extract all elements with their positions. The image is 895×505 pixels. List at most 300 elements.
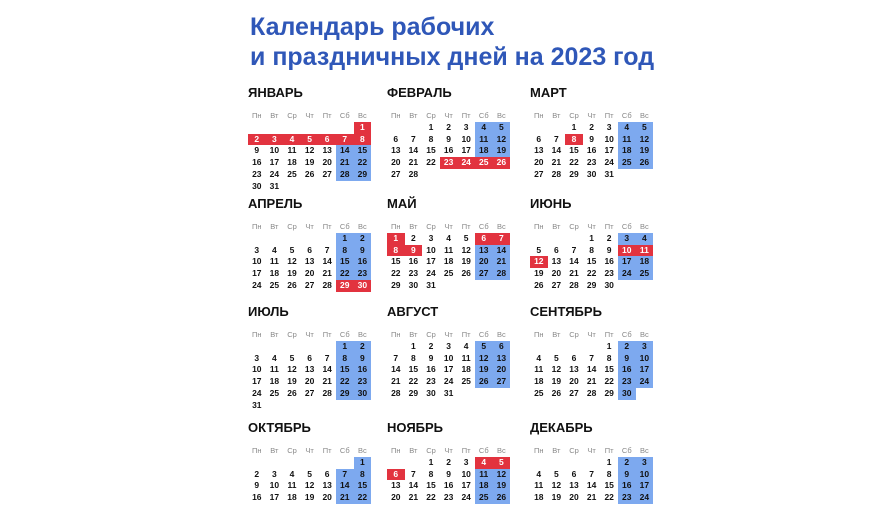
day-cell: 9 [405,245,423,257]
day-cell: 10 [604,133,614,144]
day-cell: 23 [252,168,262,179]
day-cell: 16 [443,145,454,156]
day-cell: 10 [618,245,636,257]
day-cell: 16 [443,480,454,491]
day-cell: 22 [354,157,372,169]
day-cell: 6 [493,341,511,353]
weekday-header: Вт [270,111,279,120]
day-cell: 2 [606,232,612,243]
day-cell: 13 [569,480,579,491]
day-cell: 16 [408,256,419,267]
day-cell: 11 [618,134,636,146]
day-cell: 4 [446,232,451,243]
day-cell: 18 [534,492,544,502]
day-cell: 1 [606,456,612,467]
day-cell: 16 [354,256,372,268]
month-name: ДЕКАБРЬ [530,420,593,435]
empty-day [336,122,354,134]
day-cell: 2 [618,341,636,353]
weekday-header: Ср [569,446,579,455]
day-cell: 6 [324,468,330,479]
empty-day [583,457,601,469]
month-name: ОКТЯБРЬ [248,420,311,435]
month-grid [248,445,378,504]
day-cell: 27 [304,279,315,290]
day-cell: 4 [463,340,469,351]
day-cell: 22 [586,268,597,278]
empty-day [457,169,475,181]
day-cell: 10 [636,469,654,481]
weekday-header: Вс [639,111,649,120]
day-cell: 14 [322,364,332,375]
day-cell: 10 [636,353,654,365]
day-cell: 30 [426,387,436,398]
weekday-header: Вс [496,111,506,120]
day-cell: 16 [586,145,597,156]
day-cell: 26 [493,157,511,169]
weekday-header: Ср [426,222,436,231]
day-cell: 14 [586,480,597,491]
day-cell: 25 [443,268,454,278]
month-grid [248,110,378,192]
day-cell: 27 [322,168,332,179]
day-cell: 23 [586,157,597,167]
day-cell: 1 [411,340,416,351]
day-cell: 17 [461,145,471,156]
day-cell: 24 [252,279,262,290]
day-cell: 7 [324,244,330,255]
empty-day [336,400,354,412]
month-name: СЕНТЯБРЬ [530,304,602,319]
day-cell: 18 [618,145,636,157]
day-cell: 20 [304,268,315,278]
month-november [387,419,517,504]
weekday-header: Сб [478,111,489,120]
day-cell: 3 [446,340,451,351]
day-cell: 13 [493,353,511,365]
day-cell: 5 [289,352,295,363]
empty-day [618,169,636,181]
day-cell: 25 [461,376,471,386]
day-cell: 14 [322,256,332,267]
day-cell: 17 [461,480,471,491]
weekday-header: Сб [621,111,632,120]
day-cell: 11 [287,480,297,491]
day-cell: 17 [443,364,454,375]
day-cell: 9 [446,468,451,479]
day-cell: 1 [589,232,594,243]
weekday-header: Чт [587,330,596,339]
weekday-header: Пн [534,446,544,455]
day-cell: 3 [618,233,636,245]
weekday-header: Вс [357,330,367,339]
day-cell: 10 [461,468,471,479]
month-grid [387,445,517,504]
day-cell: 18 [475,145,493,157]
weekday-header: Вт [270,330,279,339]
day-cell: 8 [589,244,594,255]
weekday-header: Пн [534,111,544,120]
day-cell: 26 [475,376,493,388]
weekday-header: Пн [391,111,401,120]
empty-day [387,457,405,469]
day-cell: 18 [461,364,471,375]
day-cell: 21 [322,268,332,278]
day-cell: 4 [536,352,542,363]
day-cell: 14 [493,245,511,257]
weekday-header: Пт [461,446,471,455]
month-grid [530,110,660,181]
day-cell: 31 [604,168,614,179]
empty-day [493,280,511,292]
day-cell: 4 [272,244,277,255]
day-cell: 20 [322,492,332,502]
day-cell: 6 [554,244,559,255]
day-cell: 27 [534,168,544,179]
empty-day [354,400,372,412]
day-cell: 26 [304,168,315,179]
day-cell: 6 [393,133,399,144]
day-cell: 20 [551,268,562,278]
month-grid [387,329,517,400]
day-cell: 19 [475,364,493,376]
day-cell: 25 [475,157,493,169]
empty-day [318,233,336,245]
day-cell: 16 [252,492,262,502]
weekday-header: Чт [444,111,453,120]
day-cell: 24 [618,268,636,280]
day-cell: 9 [428,352,434,363]
day-cell: 5 [554,468,559,479]
day-cell: 29 [604,387,614,398]
weekday-header: Ср [426,111,436,120]
day-cell: 20 [534,157,544,167]
day-cell: 17 [269,492,280,502]
empty-day [248,457,266,469]
day-cell: 11 [636,245,654,257]
empty-day [548,233,566,245]
day-cell: 12 [493,134,511,146]
empty-day [266,341,284,353]
day-cell: 1 [606,340,612,351]
day-cell: 28 [391,387,401,398]
empty-day [405,457,423,469]
empty-day [266,400,284,412]
day-cell: 12 [551,480,562,491]
day-cell: 10 [252,364,262,375]
empty-day [318,457,336,469]
empty-day [457,280,475,292]
day-cell: 28 [493,268,511,280]
day-cell: 24 [443,376,454,386]
empty-day [636,280,654,292]
day-cell: 2 [618,457,636,469]
day-cell: 9 [618,469,636,481]
day-cell: 29 [336,280,354,292]
month-name: ИЮЛЬ [248,304,289,319]
day-cell: 1 [428,456,434,467]
day-cell: 9 [589,133,594,144]
day-cell: 8 [354,134,372,146]
day-cell: 6 [475,233,493,245]
day-cell: 11 [269,256,279,267]
day-cell: 5 [307,468,312,479]
empty-day [440,169,458,181]
day-cell: 17 [252,376,262,386]
day-cell: 13 [551,256,562,267]
day-cell: 8 [606,352,612,363]
day-cell: 21 [408,492,419,502]
day-cell: 23 [618,376,636,388]
day-cell: 12 [461,244,471,255]
empty-day [583,341,601,353]
day-cell: 30 [408,279,419,290]
day-cell: 3 [463,456,469,467]
day-cell: 24 [636,376,654,388]
day-cell: 21 [336,157,354,169]
day-cell: 11 [287,145,297,156]
day-cell: 17 [618,256,636,268]
month-name: ФЕВРАЛЬ [387,85,452,100]
empty-day [530,457,548,469]
day-cell: 30 [604,279,614,290]
weekday-header: Вс [357,446,367,455]
day-cell: 25 [636,268,654,280]
weekday-header: Ср [287,222,297,231]
weekday-header: Пт [461,222,471,231]
day-cell: 13 [322,480,332,491]
empty-day [565,233,583,245]
day-cell: 14 [586,364,597,375]
weekday-header: Пт [322,222,332,231]
day-cell: 5 [301,134,319,146]
day-cell: 16 [354,364,372,376]
empty-day [405,122,423,134]
day-cell: 3 [636,457,654,469]
weekday-header: Пт [322,330,332,339]
day-cell: 31 [443,387,454,398]
day-cell: 7 [324,352,330,363]
day-cell: 27 [569,387,579,398]
day-cell: 7 [493,233,511,245]
day-cell: 5 [636,122,654,134]
day-cell: 13 [391,480,401,491]
day-cell: 2 [248,134,266,146]
weekday-header: Пн [391,222,401,231]
weekday-header: Пт [604,446,614,455]
day-cell: 4 [475,457,493,469]
day-cell: 18 [443,256,454,267]
day-cell: 21 [493,256,511,268]
day-cell: 21 [391,376,401,386]
day-cell: 28 [322,387,332,398]
empty-day [475,388,493,400]
day-cell: 26 [636,157,654,169]
month-grid [530,221,660,292]
weekday-header: Чт [305,446,314,455]
month-grid [387,110,517,181]
empty-day [530,122,548,134]
day-cell: 1 [387,233,405,245]
day-cell: 29 [569,168,579,179]
day-cell: 20 [569,376,579,386]
day-cell: 23 [443,492,454,502]
day-cell: 20 [304,376,315,386]
day-cell: 12 [304,145,315,156]
day-cell: 7 [411,468,416,479]
day-cell: 6 [318,134,336,146]
day-cell: 18 [534,376,544,386]
month-grid [387,221,517,292]
day-cell: 19 [493,480,511,492]
day-cell: 15 [408,364,419,375]
day-cell: 1 [354,122,372,134]
empty-day [318,122,336,134]
day-cell: 24 [426,268,436,278]
weekday-header: Сб [339,446,350,455]
day-cell: 30 [586,168,597,179]
empty-day [318,400,336,412]
day-cell: 28 [569,279,579,290]
day-cell: 22 [604,492,614,502]
day-cell: 22 [336,268,354,280]
weekday-header: Пт [604,222,614,231]
month-july [248,303,378,411]
day-cell: 19 [304,492,315,502]
day-cell: 15 [354,480,372,492]
empty-day [636,169,654,181]
day-cell: 2 [354,341,372,353]
day-cell: 19 [551,492,562,502]
weekday-header: Пт [604,330,614,339]
day-cell: 6 [307,352,312,363]
month-january [248,84,378,192]
day-cell: 29 [336,388,354,400]
day-cell: 19 [534,268,544,278]
day-cell: 13 [391,145,401,156]
weekday-header: Чт [305,330,314,339]
empty-day [301,457,319,469]
weekday-header: Ср [569,111,579,120]
day-cell: 24 [457,157,475,169]
day-cell: 14 [408,145,419,156]
weekday-header: Пн [252,222,262,231]
weekday-header: Вт [552,446,561,455]
weekday-header: Пн [252,111,262,120]
day-cell: 11 [475,134,493,146]
weekday-header: Вт [409,330,418,339]
day-cell: 25 [269,387,280,398]
empty-day [457,388,475,400]
day-cell: 12 [475,353,493,365]
day-cell: 24 [604,157,614,167]
empty-day [301,181,319,193]
day-cell: 3 [463,121,469,132]
empty-day [618,280,636,292]
day-cell: 6 [536,133,542,144]
day-cell: 19 [551,376,562,386]
day-cell: 14 [569,256,579,267]
day-cell: 17 [636,480,654,492]
day-cell: 21 [408,157,419,167]
month-may [387,195,517,292]
day-cell: 25 [269,279,280,290]
day-cell: 10 [269,480,280,491]
day-cell: 17 [636,364,654,376]
day-cell: 4 [536,468,542,479]
month-april [248,195,378,292]
day-cell: 17 [252,268,262,278]
empty-day [493,169,511,181]
day-cell: 27 [551,279,562,290]
day-cell: 26 [551,387,562,398]
day-cell: 3 [606,121,612,132]
day-cell: 4 [283,134,301,146]
weekday-header: Чт [587,446,596,455]
day-cell: 26 [493,492,511,504]
day-cell: 12 [493,469,511,481]
month-name: АВГУСТ [387,304,439,319]
day-cell: 2 [446,456,451,467]
weekday-header: Чт [305,222,314,231]
weekday-header: Чт [444,330,453,339]
day-cell: 9 [354,245,372,257]
day-cell: 28 [586,387,597,398]
weekday-header: Пт [322,111,332,120]
day-cell: 19 [304,157,315,167]
empty-day [422,169,440,181]
day-cell: 31 [269,180,280,191]
day-cell: 20 [475,256,493,268]
page-title [250,12,654,72]
empty-day [266,122,284,134]
day-cell: 5 [554,352,559,363]
empty-day [336,457,354,469]
day-cell: 20 [569,492,579,502]
day-cell: 8 [336,245,354,257]
month-august [387,303,517,400]
day-cell: 16 [618,480,636,492]
weekday-header: Ср [287,446,297,455]
day-cell: 5 [536,244,542,255]
day-cell: 16 [252,157,262,167]
day-cell: 18 [269,268,280,278]
month-name: ЯНВАРЬ [248,85,303,100]
day-cell: 30 [354,280,372,292]
empty-day [318,181,336,193]
day-cell: 10 [252,256,262,267]
empty-day [387,341,405,353]
day-cell: 27 [475,268,493,280]
day-cell: 15 [604,480,614,491]
day-cell: 6 [571,352,577,363]
day-cell: 11 [534,364,544,375]
day-cell: 3 [254,352,260,363]
empty-day [248,341,266,353]
day-cell: 2 [254,468,260,479]
day-cell: 13 [475,245,493,257]
weekday-header: Сб [339,111,350,120]
day-cell: 24 [461,492,471,502]
day-cell: 16 [604,256,614,267]
empty-day [336,181,354,193]
month-march [530,84,660,181]
month-grid [248,221,378,292]
weekday-header: Чт [587,222,596,231]
day-cell: 26 [287,387,297,398]
empty-day [387,122,405,134]
month-june [530,195,660,292]
